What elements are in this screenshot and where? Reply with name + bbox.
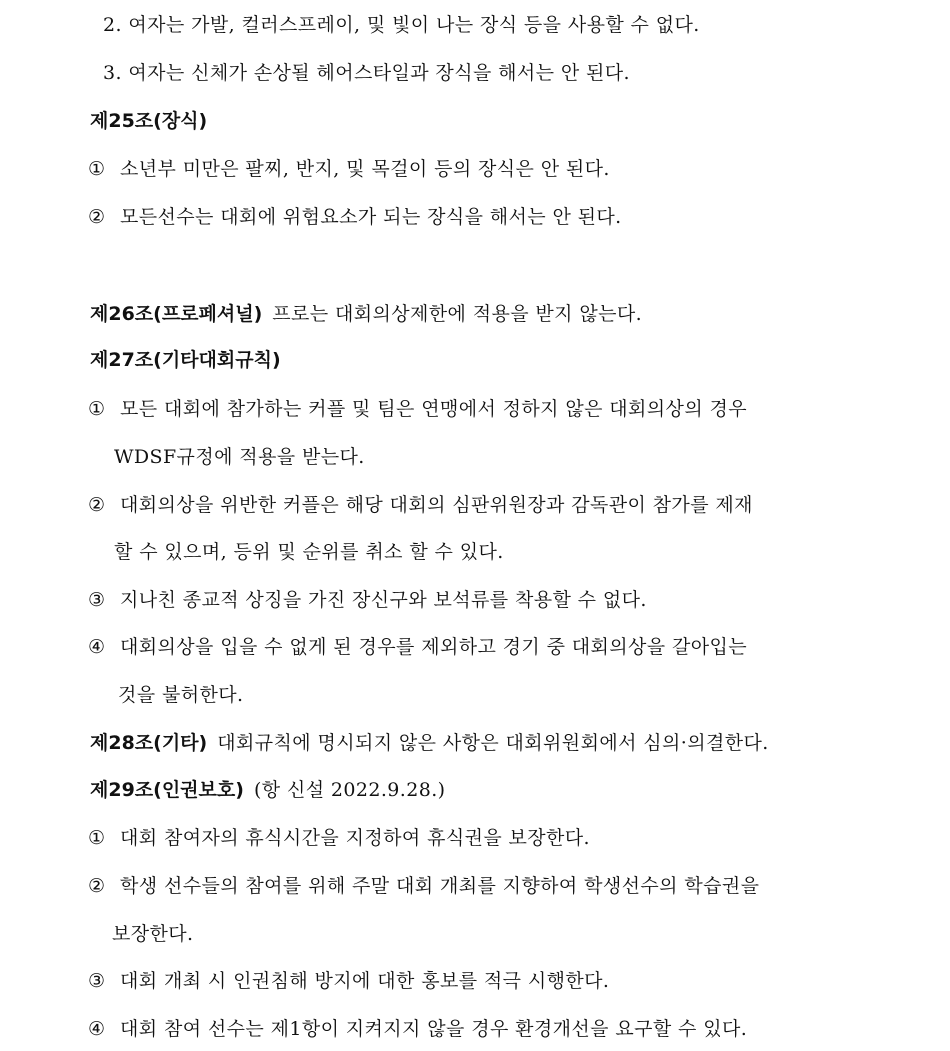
article-29-item-1 [88,826,590,850]
item-marker: ① [88,827,106,849]
article-26 [90,302,642,326]
item-marker: ④ [88,1018,106,1040]
article-27-heading [90,348,291,372]
article-heading: 제27조(기타대회규칙) [90,349,281,371]
amendment-note: (항 신설 2022.9.28.) [253,779,446,801]
article-29-item-4 [88,1017,747,1041]
article-27-item-3 [88,588,647,612]
item-marker: ② [88,206,106,228]
item-marker: ① [88,158,106,180]
item-marker: ③ [88,970,106,992]
item-text: 모든선수는 대회에 위험요소가 되는 장식을 해서는 안 된다. [120,206,622,228]
article-27-item-4 [88,635,747,659]
article-text: 프로는 대회의상제한에 적용을 받지 않는다. [272,303,643,325]
article-27-item-1 [88,397,747,421]
item-text-continued: 것을 불허한다. [118,684,244,706]
item-text: 대회 개최 시 인권침해 방지에 대한 홍보를 적극 시행한다. [120,970,610,992]
item-marker: ④ [88,636,106,658]
item-marker: ③ [88,589,106,611]
item-text: 지나친 종교적 상징을 가진 장신구와 보석류를 착용할 수 없다. [120,589,647,611]
item-text: 소년부 미만은 팔찌, 반지, 및 목걸이 등의 장식은 안 된다. [120,158,610,180]
article-29-heading [90,778,445,802]
article-25-item-2 [88,205,622,229]
article-text: 대회규칙에 명시되지 않은 사항은 대회위원회에서 심의·의결한다. [217,732,769,754]
article-27-item-2-cont [114,540,504,564]
item-text-continued: WDSF규정에 적용을 받는다. [114,446,365,468]
article-25-heading [90,109,217,133]
item-text: 대회 참여 선수는 제1항이 지켜지지 않을 경우 환경개선을 요구할 수 있다. [120,1018,748,1040]
article-heading: 제28조(기타) [90,732,208,754]
article-25-item-1 [88,157,610,181]
article-28 [90,731,769,755]
sub-item-text: 2. 여자는 가발, 컬러스프레이, 및 빛이 나는 장식 등을 사용할 수 없다. [103,14,700,36]
item-text: 학생 선수들의 참여를 위해 주말 대회 개최를 지향하여 학생선수의 학습권을 [120,875,760,897]
article-29-item-2 [88,874,759,898]
article-heading: 제25조(장식) [90,110,208,132]
article-27-item-1-cont [114,445,365,469]
item-marker: ② [88,875,106,897]
item-text: 모든 대회에 참가하는 커플 및 팀은 연맹에서 정하지 않은 대회의상의 경우 [120,398,748,420]
item-text: 대회의상을 입을 수 없게 된 경우를 제외하고 경기 중 대회의상을 갈아입는 [120,636,748,658]
sub-item-3 [103,61,630,85]
item-text-continued: 할 수 있으며, 등위 및 순위를 취소 할 수 있다. [114,541,504,563]
article-heading: 제26조(프로페셔널) [90,303,263,325]
article-heading: 제29조(인권보호) [90,779,244,801]
article-27-item-2 [88,493,753,517]
sub-item-text: 3. 여자는 신체가 손상될 헤어스타일과 장식을 해서는 안 된다. [103,62,630,84]
article-29-item-3 [88,969,609,993]
item-marker: ① [88,398,106,420]
sub-item-2 [103,13,700,37]
article-29-item-2-cont [112,922,193,946]
article-27-item-4-cont [118,683,243,707]
item-marker: ② [88,494,106,516]
item-text: 대회 참여자의 휴식시간을 지정하여 휴식권을 보장한다. [120,827,590,849]
item-text: 대회의상을 위반한 커플은 해당 대회의 심판위원장과 감독관이 참가를 제재 [120,494,753,516]
item-text-continued: 보장한다. [112,923,194,945]
